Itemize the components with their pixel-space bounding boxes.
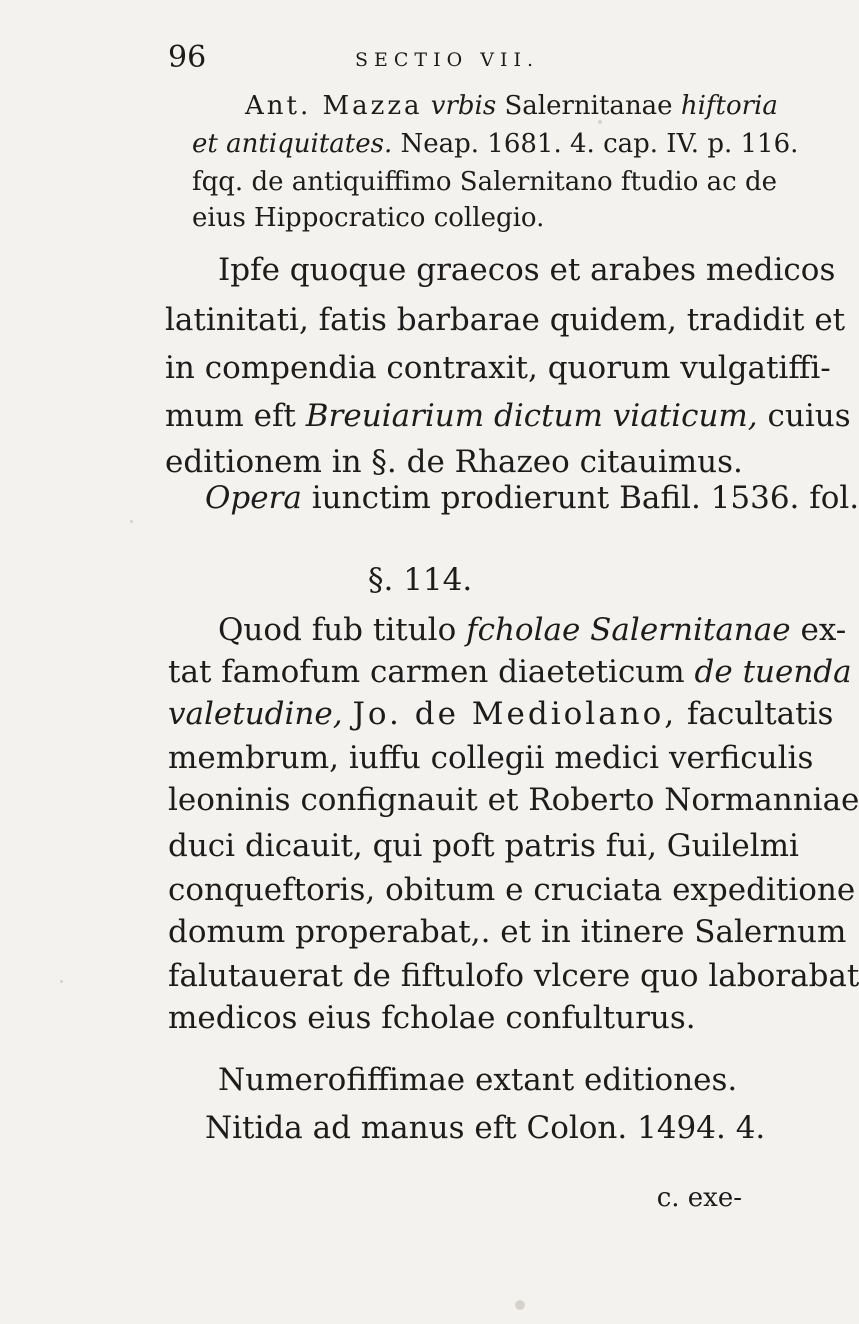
text-line: duci dicauit, qui poft patris fui, Guilelmi [168, 828, 799, 864]
section-heading: §. 114. [368, 562, 473, 598]
text-line: in compendia contraxit, quorum vulgatiffi- [165, 350, 831, 386]
citation-line: Ant. Mazza vrbis Salernitanae hiftoria [245, 91, 778, 121]
text-line: domum properabat,. et in itinere Salernum [168, 914, 847, 950]
text-line: falutauerat de fiftulofo vlcere quo laborabat [168, 958, 859, 994]
paper-speck [60, 980, 63, 983]
text-line: editionem in §. de Rhazeo citauimus. [165, 444, 743, 480]
text-line: tat famofum carmen diaeteticum de tuenda [168, 654, 852, 690]
text-line: leoninis confignauit et Roberto Normanniae [168, 782, 859, 818]
citation-line: fqq. de antiquiffimo Salernitano ftudio ac de [192, 167, 777, 197]
paper-speck [130, 520, 133, 523]
citation-line: et antiquitates. Neap. 1681. 4. cap. IV. p. 116. [192, 129, 799, 159]
text-line: Ipfe quoque graecos et arabes medicos [218, 252, 836, 288]
page-number: 96 [168, 40, 207, 75]
text-line: valetudine, Jo. de Mediolano, facultatis [168, 696, 834, 732]
text-line: Numerofiffimae extant editiones. [218, 1062, 738, 1098]
citation-line: eius Hippocratico collegio. [192, 203, 545, 233]
text-line: mum eft Breuiarium dictum viaticum, cuius [165, 398, 851, 434]
catchword: c. exe- [656, 1183, 742, 1213]
text-line: Opera iunctim prodierunt Bafil. 1536. fol. [205, 480, 859, 516]
running-title: SECTIO VII. [355, 49, 539, 71]
text-line: Nitida ad manus eft Colon. 1494. 4. [205, 1110, 766, 1146]
paper-speck [515, 1300, 525, 1310]
text-line: conqueftoris, obitum e cruciata expeditione [168, 872, 856, 908]
text-line: membrum, iuffu collegii medici verficulis [168, 740, 814, 776]
text-line: latinitati, fatis barbarae quidem, tradidit et [165, 302, 846, 338]
text-line: Quod fub titulo fcholae Salernitanae ex- [218, 612, 847, 648]
text-line: medicos eius fcholae confulturus. [168, 1000, 696, 1036]
